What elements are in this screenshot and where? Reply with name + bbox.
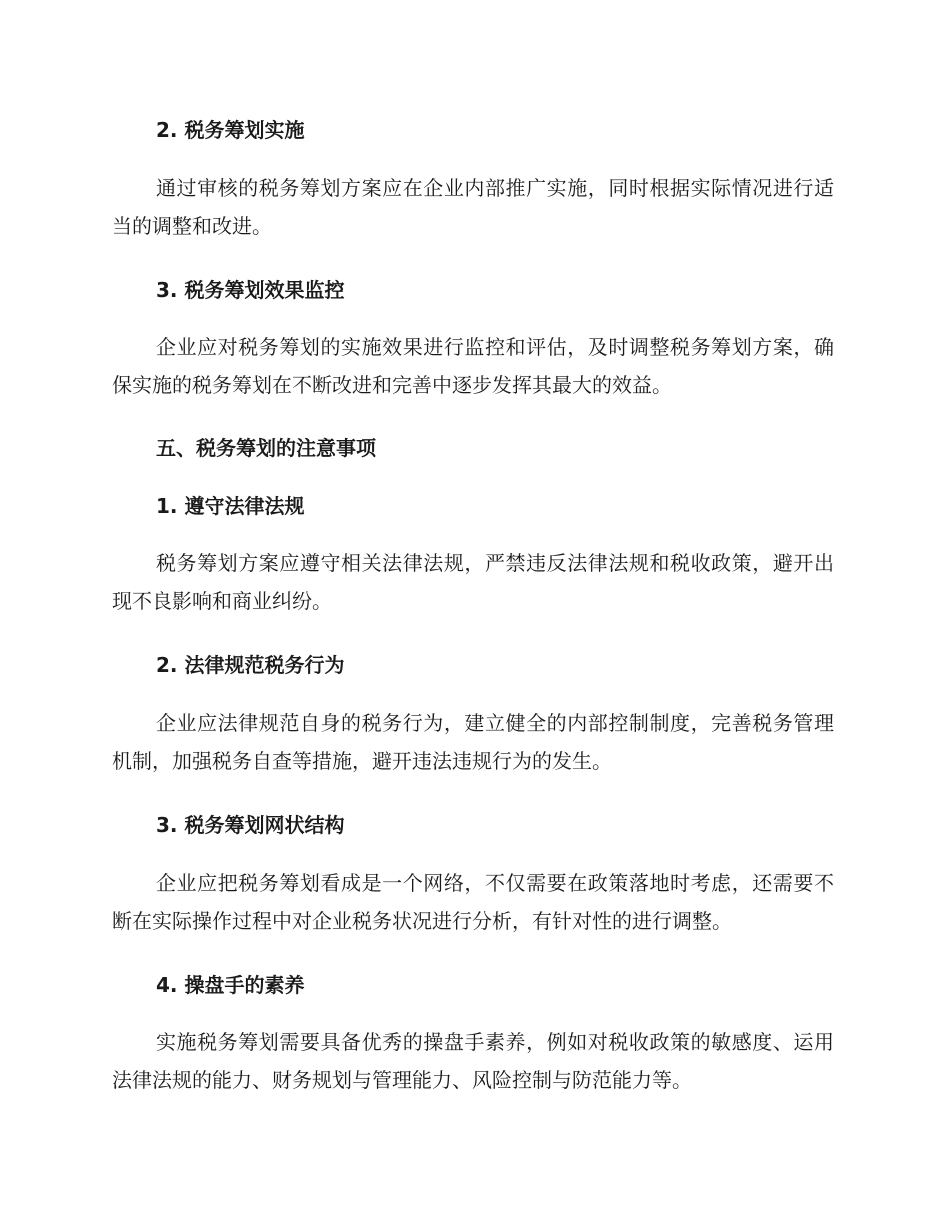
section-heading: 2. 法律规范税务行为 — [156, 653, 345, 677]
section-paragraph: 通过审核的税务筹划方案应在企业内部推广实施，同时根据实际情况进行适当的调整和改进。 — [112, 176, 834, 238]
chapter-heading: 五、税务筹划的注意事项 — [156, 436, 376, 460]
section-paragraph: 实施税务筹划需要具备优秀的操盘手素养，例如对税收政策的敏感度、运用法律法规的能力、财务规划与管理能力、风险控制与防范能力等。 — [112, 1030, 834, 1092]
section-heading: 4. 操盘手的素养 — [156, 973, 305, 997]
section-paragraph: 企业应把税务筹划看成是一个网络，不仅需要在政策落地时考虑，还需要不断在实际操作过程中对企业税务状况进行分析，有针对性的进行调整。 — [112, 871, 834, 933]
section-heading: 2. 税务筹划实施 — [156, 118, 305, 142]
section-paragraph: 企业应对税务筹划的实施效果进行监控和评估，及时调整税务筹划方案，确保实施的税务筹划在不断改进和完善中逐步发挥其最大的效益。 — [112, 335, 834, 397]
section-heading: 3. 税务筹划网状结构 — [156, 813, 345, 837]
section-heading: 1. 遵守法律法规 — [156, 494, 305, 518]
section-heading: 3. 税务筹划效果监控 — [156, 278, 345, 302]
section-paragraph: 税务筹划方案应遵守相关法律法规，严禁违反法律法规和税收政策，避开出现不良影响和商业纠纷。 — [112, 551, 834, 613]
section-paragraph: 企业应法律规范自身的税务行为，建立健全的内部控制制度，完善税务管理机制，加强税务自查等措施，避开违法违规行为的发生。 — [112, 711, 834, 773]
